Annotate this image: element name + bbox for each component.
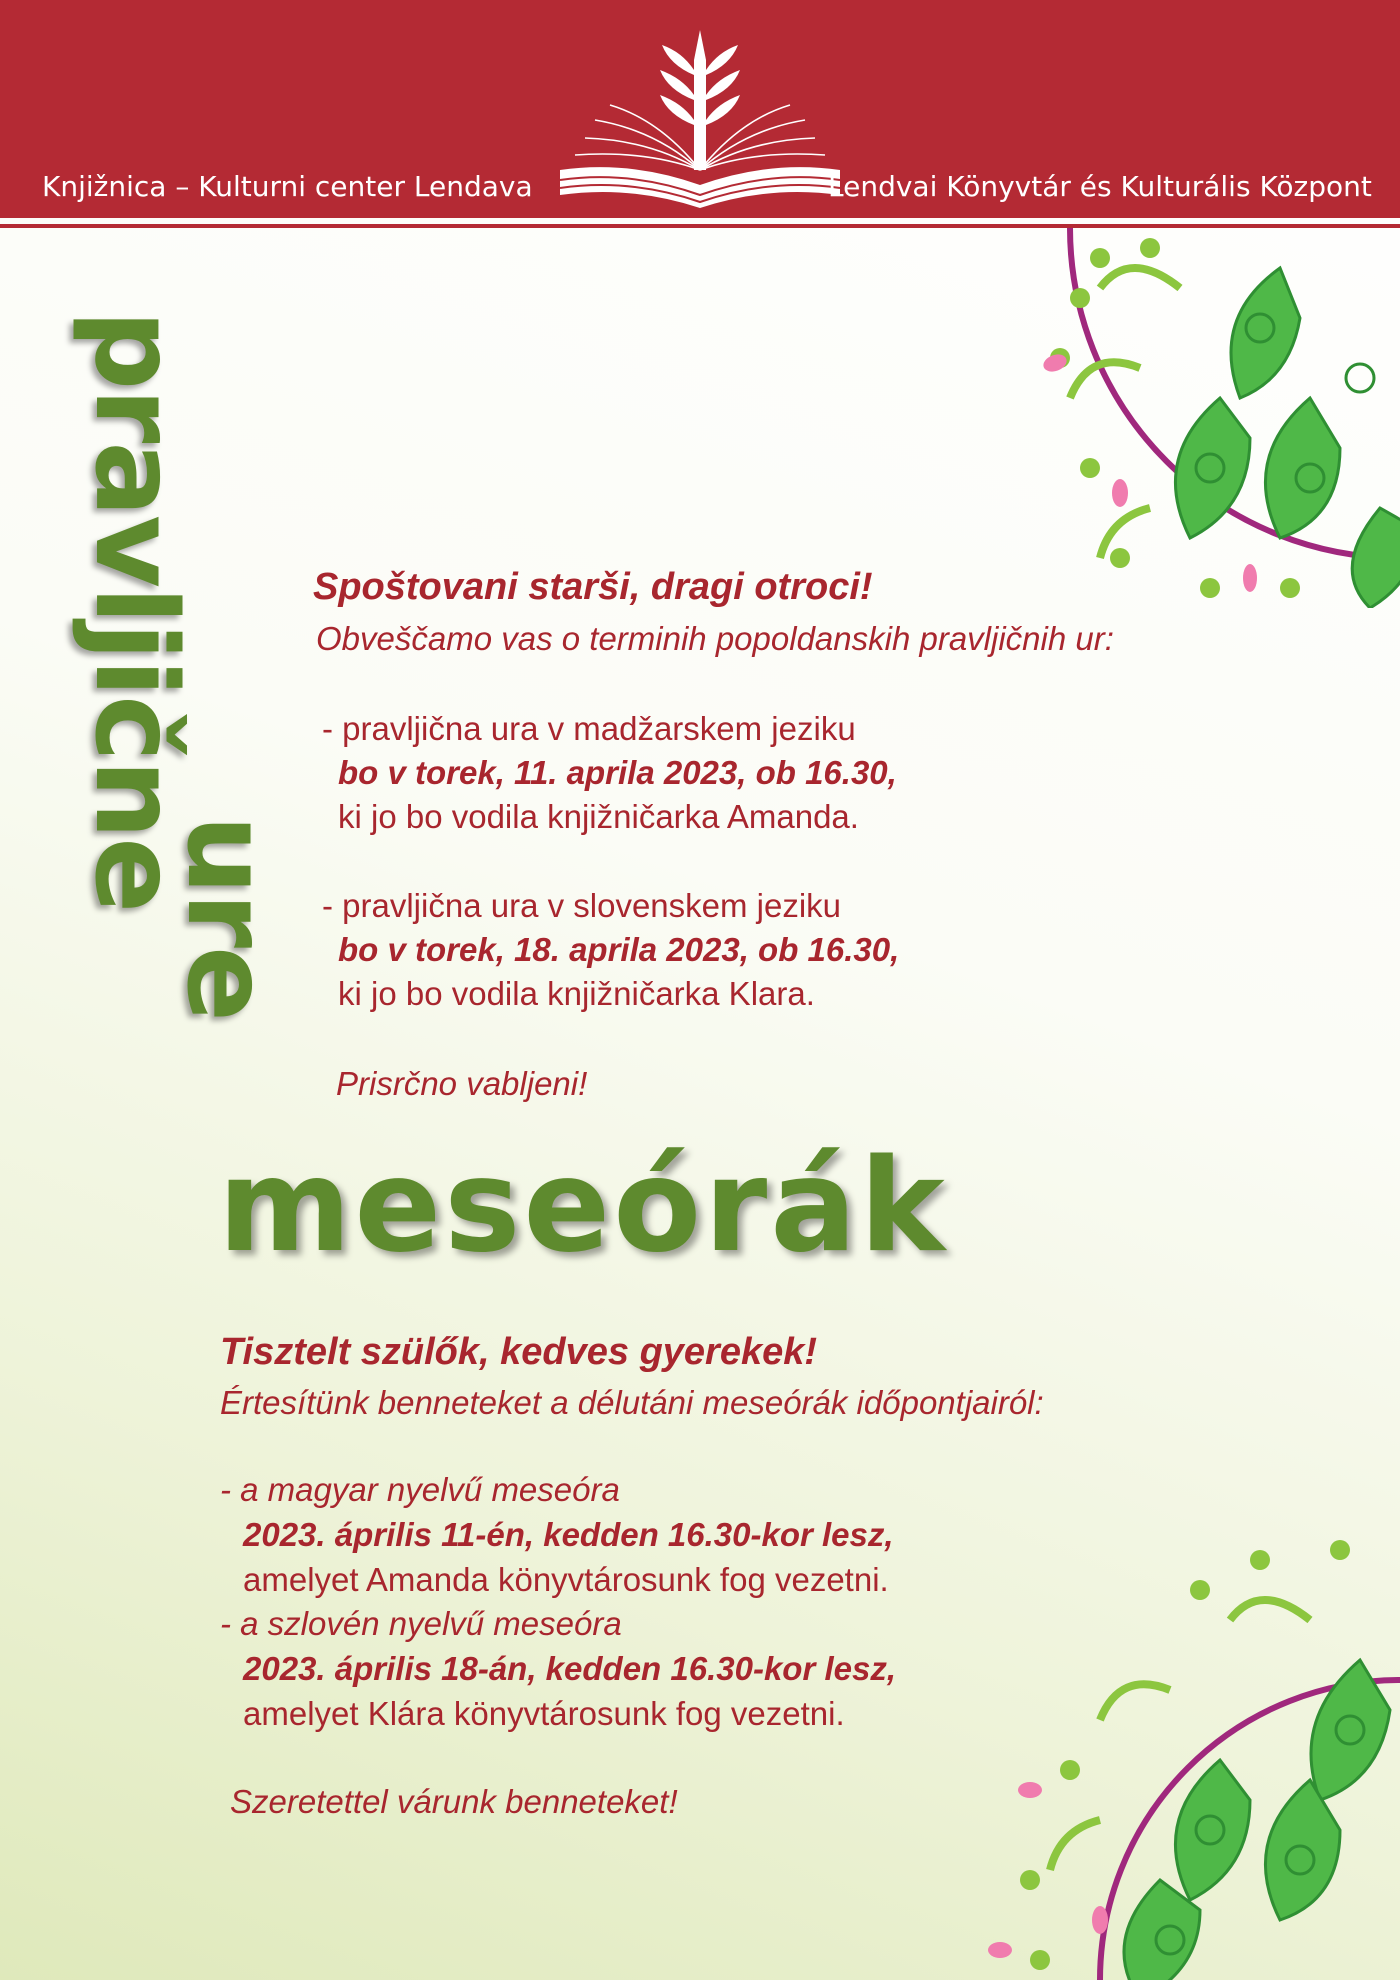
slovenian-event-1-date: bo v torek, 11. aprila 2023, ob 16.30,: [338, 754, 897, 791]
header-left-text: Knjižnica – Kulturni center Lendava: [42, 170, 533, 203]
mandala-ornament-icon: [930, 228, 1400, 608]
hungarian-event-1-date: 2023. április 11-én, kedden 16.30-kor lesz,: [243, 1516, 894, 1553]
hungarian-greeting: Tisztelt szülők, kedves gyerekek!: [220, 1331, 818, 1373]
hungarian-event-2-host: amelyet Klára könyvtárosunk fog vezetni.: [243, 1695, 845, 1732]
header-right-text: Lendvai Könyvtár és Kulturális Központ: [828, 170, 1372, 203]
header-banner: [0, 0, 1400, 218]
slovenian-event-1-host: ki jo bo vodila knjižničarka Amanda.: [338, 798, 859, 835]
slovenian-closing: Prisrčno vabljeni!: [336, 1065, 588, 1102]
slovenian-intro: Obveščamo vas o terminih popoldanskih pravljičnih ur:: [316, 620, 1114, 657]
slovenian-event-2-date: bo v torek, 18. aprila 2023, ob 16.30,: [338, 931, 900, 968]
hungarian-event-1-title: - a magyar nyelvű meseóra: [220, 1471, 620, 1508]
hungarian-title: meseórák: [218, 1132, 948, 1281]
book-wheat-logo-icon: [550, 20, 850, 210]
slovenian-event-2-host: ki jo bo vodila knjižničarka Klara.: [338, 975, 815, 1012]
hungarian-event-2-date: 2023. április 18-án, kedden 16.30-kor lesz,: [243, 1650, 897, 1687]
vertical-title-line1: pravljične: [70, 310, 200, 912]
slovenian-greeting: Spoštovani starši, dragi otroci!: [313, 566, 873, 608]
hungarian-event-2-title: - a szlovén nyelvű meseóra: [220, 1605, 622, 1642]
mandala-ornament-icon-bottom: [980, 1520, 1400, 1980]
vertical-title-line2: ure: [162, 815, 292, 1020]
slovenian-event-2-title: - pravljična ura v slovenskem jeziku: [322, 887, 842, 924]
slovenian-event-1-title: - pravljična ura v madžarskem jeziku: [322, 710, 856, 747]
hungarian-intro: Értesítünk benneteket a délutáni meseórák időpontjairól:: [220, 1384, 1044, 1421]
hungarian-event-1-host: amelyet Amanda könyvtárosunk fog vezetni.: [243, 1561, 889, 1598]
hungarian-closing: Szeretettel várunk benneteket!: [230, 1783, 678, 1820]
